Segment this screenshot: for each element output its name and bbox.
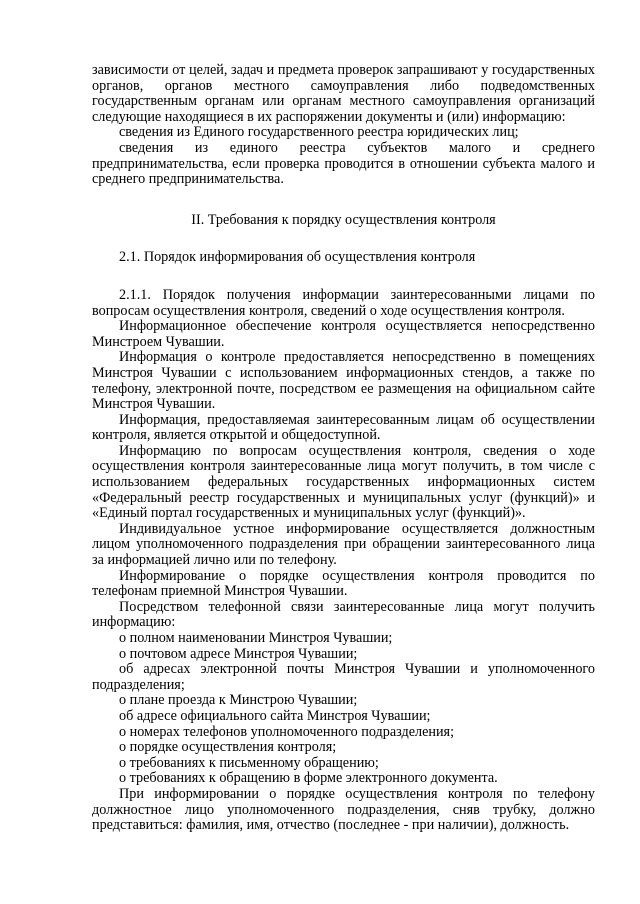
paragraph: 2.1.1. Порядок получения информации заинтересованными лицами по вопросам осуществления контроля, сведений о ходе осуществления контроля. [92, 286, 595, 319]
paragraph: Информация, предоставляемая заинтересованным лицам об осуществлении контроля, является открытой и общедоступной. [92, 411, 595, 444]
list-item: об адресе официального сайта Минстроя Чувашии; [119, 707, 431, 724]
paragraph: Индивидуальное устное информирование осуществляется должностным лицом уполномоченного подразделения при обращении заинтересованного лица за информацией лично или по телефону. [92, 520, 595, 569]
list-item: о полном наименовании Минстроя Чувашии; [119, 630, 393, 646]
list-item: о порядке осуществления контроля; [119, 739, 337, 756]
list-item-egrul: сведения из Единого государственного реестра юридических лиц; [119, 124, 519, 141]
list-item: о плане проезда к Минстрою Чувашии; [119, 692, 358, 709]
final-paragraph: При информировании о порядке осуществления контроля по телефону должностное лицо уполномоченного подразделения, сняв трубку, должно представиться: фамилия, имя, отчество (последнее - при наличии), должность. [92, 785, 595, 834]
section-title: II. Требования к порядку осуществления контроля [191, 211, 496, 228]
list-item: об адресах электронной почты Минстроя Чувашии и уполномоченного подразделения; [92, 661, 595, 693]
paragraph: Посредством телефонной связи заинтересованные лица могут получить информацию: [92, 598, 595, 631]
paragraph: Информацию по вопросам осуществления контроля, сведения о ходе осуществления контроля заинтересованные лица могут получить, в том числе с использованием федеральных государственных информационных систем «Федеральный реестр государственных и муниципальных услуг (функций)» и «Единый портал государственных и муниципальных услуг (функций)». [92, 442, 595, 522]
subsection-title: 2.1. Порядок информирования об осуществления контроля [119, 249, 476, 266]
list-item: о номерах телефонов уполномоченного подразделения; [119, 723, 455, 740]
paragraph: Информационное обеспечение контроля осуществляется непосредственно Минстроем Чувашии. [92, 318, 595, 350]
list-item: о требованиях к письменному обращению; [119, 754, 379, 771]
intro-paragraph: зависимости от целей, задач и предмета проверок запрашивают у государственных органов, органов местного самоуправления либо подведомственных государственным органам или органам местного самоуправления организаций следующие находящиеся в их распоряжении документы и (или) информацию: [92, 62, 595, 125]
list-item: о почтовом адресе Минстроя Чувашии; [119, 645, 358, 662]
list-item-msp-registry: сведения из единого реестра субъектов малого и среднего предпринимательства, если проверка проводится в отношении субъекта малого и среднего предпринимательства. [92, 139, 595, 188]
paragraph: Информация о контроле предоставляется непосредственно в помещениях Минстроя Чувашии с использованием информационных стендов, а также по телефону, электронной почте, посредством ее размещения на официальном сайте Минстроя Чувашии. [92, 349, 595, 413]
document-body [92, 63, 595, 834]
paragraph: Информирование о порядке осуществления контроля проводится по телефонам приемной Минстроя Чувашии. [92, 567, 595, 600]
list-item: о требованиях к обращению в форме электронного документа. [119, 770, 498, 787]
